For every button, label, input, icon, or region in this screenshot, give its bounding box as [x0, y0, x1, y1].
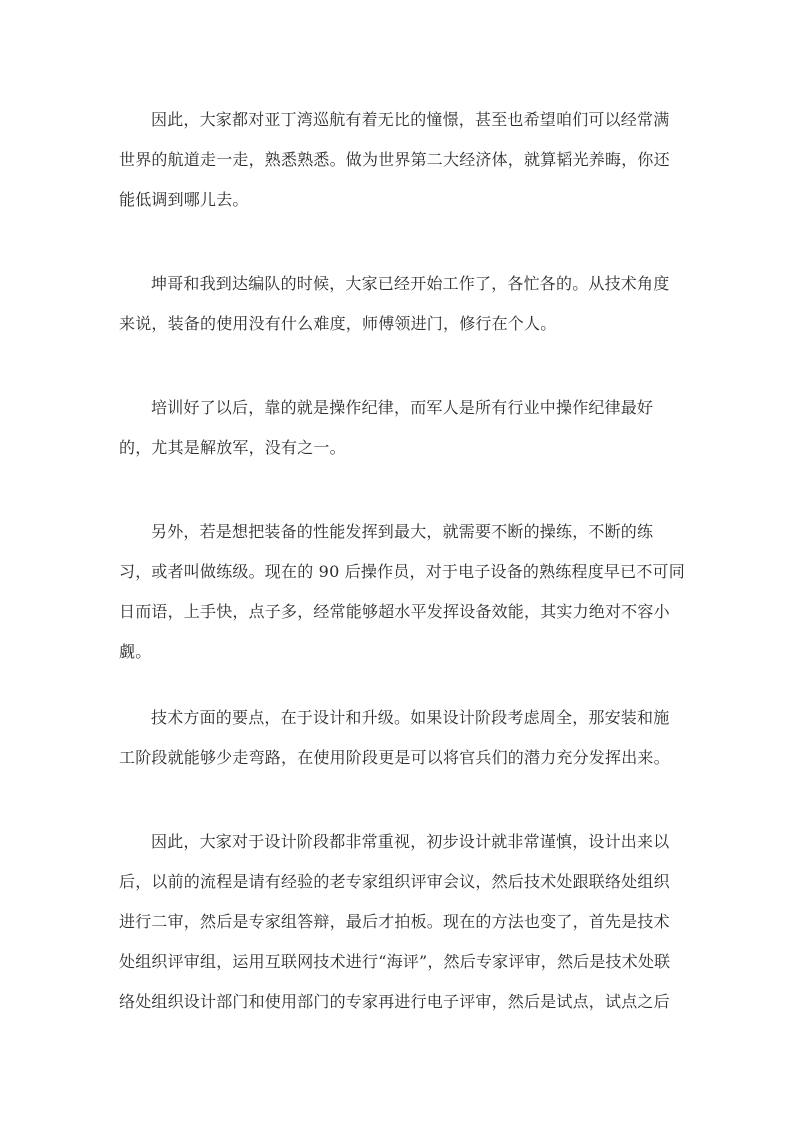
paragraph-line: 能低调到哪儿去。: [119, 190, 249, 209]
paragraph-line: 世界的航道走一走，熟悉熟悉。做为世界第二大经济体，就算韬光养晦，你还: [119, 150, 670, 169]
paragraph-line: 另外，若是想把装备的性能发挥到最大，就需要不断的操练，不断的练: [151, 522, 654, 541]
paragraph-line: 后，以前的流程是请有经验的老专家组织评审会议，然后技术处跟联络处组织: [119, 872, 670, 891]
paragraph-line: 的，尤其是解放军，没有之一。: [119, 438, 346, 457]
paragraph-line: 技术方面的要点，在于设计和升级。如果设计阶段考虑周全，那安装和施: [151, 708, 670, 727]
paragraph-line: 觑。: [119, 642, 152, 661]
paragraph-line: 络处组织设计部门和使用部门的专家再进行电子评审，然后是试点，试点之后: [119, 992, 670, 1011]
paragraph-line: 日而语，上手快，点子多，经常能够超水平发挥设备效能，其实力绝对不容小: [119, 602, 670, 621]
paragraph-line: 处组织评审组，运用互联网技术进行“海评”，然后专家评审，然后是技术处联: [119, 952, 671, 971]
paragraph-line: 进行二审，然后是专家组答辩，最后才拍板。现在的方法也变了，首先是技术: [119, 912, 670, 931]
paragraph-line: 坤哥和我到达编队的时候，大家已经开始工作了，各忙各的。从技术角度: [151, 274, 670, 293]
paragraph-line: 因此，大家都对亚丁湾巡航有着无比的憧憬，甚至也希望咱们可以经常满: [151, 110, 670, 129]
paragraph-line: 工阶段就能够少走弯路，在使用阶段更是可以将官兵们的潜力充分发挥出来。: [119, 748, 670, 767]
paragraph-line: 因此，大家对于设计阶段都非常重视，初步设计就非常谨慎，设计出来以: [151, 832, 670, 851]
paragraph-line: 来说，装备的使用没有什么难度，师傅领进门，修行在个人。: [119, 314, 557, 333]
paragraph-line: 习，或者叫做练级。现在的 90 后操作员，对于电子设备的熟练程度早已不可同: [119, 562, 685, 581]
paragraph-line: 培训好了以后，靠的就是操作纪律，而军人是所有行业中操作纪律最好: [151, 398, 654, 417]
